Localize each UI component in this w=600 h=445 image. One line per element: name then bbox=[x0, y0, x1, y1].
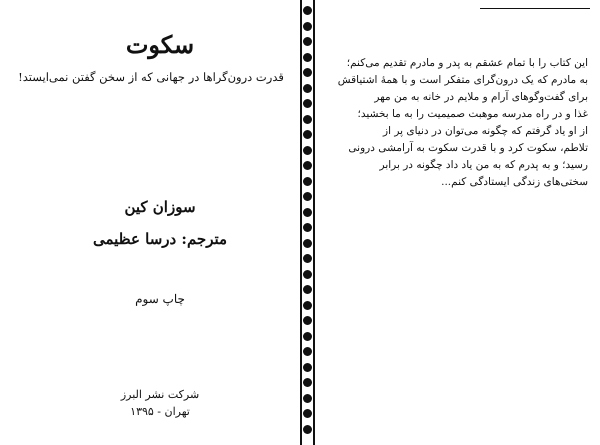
spine-line-left bbox=[300, 0, 302, 445]
punch-hole bbox=[303, 22, 312, 31]
punch-hole bbox=[303, 6, 312, 15]
punch-hole bbox=[303, 363, 312, 372]
punch-hole bbox=[303, 53, 312, 62]
dedication-line: تلاطم، سکوت کرد و با قدرت سکوت به آرامشی درونی bbox=[348, 142, 588, 154]
dedication-line: به مادرم که یک درون‌گرای متفکر است و با همهٔ اشتیاقش bbox=[337, 74, 588, 86]
dedication-text bbox=[337, 55, 588, 191]
punch-hole bbox=[303, 130, 312, 139]
punch-hole bbox=[303, 425, 312, 434]
corner-scan-mark bbox=[480, 0, 590, 9]
punch-hole bbox=[303, 347, 312, 356]
punch-hole bbox=[303, 37, 312, 46]
punch-hole bbox=[303, 115, 312, 124]
punch-hole bbox=[303, 223, 312, 232]
punch-hole bbox=[303, 192, 312, 201]
punch-hole bbox=[303, 177, 312, 186]
dedication-line: غذا و در راه مدرسه موهبت صمیمیت را به ما بخشید؛ bbox=[357, 108, 588, 120]
publication-place-year: تهران - ۱۳۹۵ bbox=[130, 405, 190, 418]
punch-hole bbox=[303, 68, 312, 77]
punch-hole bbox=[303, 239, 312, 248]
punch-hole bbox=[303, 316, 312, 325]
author-name: سوزان کین bbox=[124, 198, 196, 216]
punch-hole bbox=[303, 161, 312, 170]
dedication-line: برای گفت‌وگوهای آرام و ملایم در خانه به من مهر bbox=[374, 91, 588, 103]
publisher-name: شرکت نشر البرز bbox=[120, 388, 200, 401]
punch-hole bbox=[303, 409, 312, 418]
punch-hole bbox=[303, 208, 312, 217]
punch-holes bbox=[303, 6, 313, 442]
punch-hole bbox=[303, 270, 312, 279]
book-title: سکوت bbox=[125, 30, 195, 59]
translator-name: مترجم: درسا عظیمی bbox=[92, 230, 228, 248]
dedication-line: رسید؛ و به پدرم که به من یاد داد چگونه در برابر bbox=[379, 159, 588, 171]
dedication-line: این کتاب را با تمام عشقم به پدر و مادرم تقدیم می‌کنم؛ bbox=[346, 57, 588, 69]
punch-hole bbox=[303, 394, 312, 403]
punch-hole bbox=[303, 378, 312, 387]
punch-hole bbox=[303, 84, 312, 93]
punch-hole bbox=[303, 301, 312, 310]
punch-hole bbox=[303, 146, 312, 155]
dedication-line: از او یاد گرفتم که چگونه می‌توان در دنیای پر از bbox=[383, 125, 588, 137]
punch-hole bbox=[303, 99, 312, 108]
spine-line-right bbox=[313, 0, 315, 445]
dedication-line: سختی‌های زندگی ایستادگی کنم... bbox=[441, 176, 588, 188]
book-subtitle: قدرت درون‌گراها در جهانی که از سخن گفتن نمی‌ایستد! bbox=[18, 70, 284, 84]
punch-hole bbox=[303, 332, 312, 341]
edition-label: چاپ سوم bbox=[135, 292, 185, 306]
punch-hole bbox=[303, 285, 312, 294]
punch-hole bbox=[303, 254, 312, 263]
